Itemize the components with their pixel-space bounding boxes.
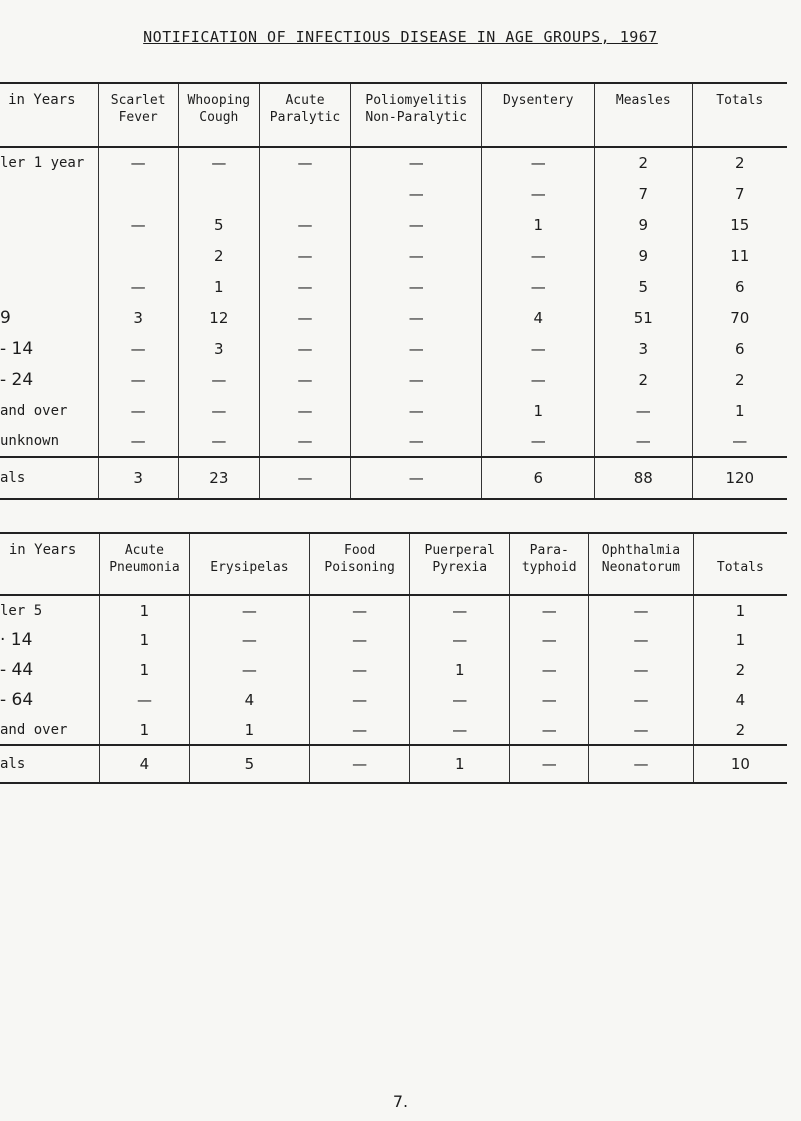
table-cell: — xyxy=(482,364,595,395)
table-cell: — xyxy=(178,395,259,426)
table-cell: 4 xyxy=(482,302,595,333)
table-row xyxy=(0,302,787,333)
column-header: in Years xyxy=(8,92,76,108)
age-group-table-1 xyxy=(0,82,787,500)
table-cell: — xyxy=(310,685,410,715)
table-cell: — xyxy=(595,426,692,457)
table-cell: 2 xyxy=(595,147,692,178)
table-row xyxy=(0,364,787,395)
table-cell: — xyxy=(98,271,178,302)
table-cell: — xyxy=(482,178,595,209)
table-cell: — xyxy=(351,147,482,178)
column-header: Erysipelas xyxy=(189,533,309,595)
table-cell: 3 xyxy=(178,333,259,364)
totals-label: als xyxy=(0,756,26,772)
table-cell: 15 xyxy=(692,209,787,240)
table-cell: 11 xyxy=(692,240,787,271)
table-cell: — xyxy=(189,625,309,655)
table-cell: — xyxy=(589,625,694,655)
table-cell: — xyxy=(589,685,694,715)
table-cell: 4 xyxy=(189,685,309,715)
table-cell: — xyxy=(351,209,482,240)
table-cell: — xyxy=(510,685,589,715)
table-cell: — xyxy=(351,240,482,271)
table-cell: 51 xyxy=(595,302,692,333)
table-cell: 1 xyxy=(100,715,190,745)
age-group-label: 9 xyxy=(0,307,11,328)
total-cell: — xyxy=(310,745,410,783)
table-cell: — xyxy=(692,426,787,457)
column-header: Whooping Cough xyxy=(178,83,259,147)
column-header: Scarlet Fever xyxy=(98,83,178,147)
table-cell: 1 xyxy=(100,655,190,685)
table-cell: 1 xyxy=(100,595,190,625)
table-cell: — xyxy=(98,147,178,178)
table-cell: 3 xyxy=(595,333,692,364)
table-cell: — xyxy=(410,595,510,625)
table-cell: 5 xyxy=(595,271,692,302)
column-header: in Years xyxy=(8,542,77,558)
table-row xyxy=(0,271,787,302)
table-cell: — xyxy=(510,715,589,745)
table-cell: — xyxy=(178,426,259,457)
table-cell: — xyxy=(189,655,309,685)
table-cell: 9 xyxy=(595,209,692,240)
table-cell: — xyxy=(259,333,350,364)
table-row xyxy=(0,685,787,715)
table-cell: 1 xyxy=(693,625,787,655)
table-cell: 12 xyxy=(178,302,259,333)
table-cell: — xyxy=(310,595,410,625)
table-cell: — xyxy=(178,147,259,178)
table-cell: — xyxy=(259,364,350,395)
age-group-label xyxy=(0,240,98,271)
column-header: Puerperal Pyrexia xyxy=(410,533,510,595)
table-cell: — xyxy=(310,625,410,655)
table-cell: — xyxy=(98,426,178,457)
column-header: Para- typhoid xyxy=(510,533,589,595)
table-cell: — xyxy=(482,147,595,178)
table-cell xyxy=(259,178,350,209)
total-cell: 10 xyxy=(693,745,787,783)
table-cell: 70 xyxy=(692,302,787,333)
table-cell: 4 xyxy=(693,685,787,715)
table-cell: — xyxy=(351,364,482,395)
table-cell: — xyxy=(351,426,482,457)
table-cell: 9 xyxy=(595,240,692,271)
table-cell: — xyxy=(410,625,510,655)
table-cell: — xyxy=(98,364,178,395)
table-cell: 2 xyxy=(693,655,787,685)
table-cell: — xyxy=(259,147,350,178)
table-cell: — xyxy=(259,209,350,240)
table-cell: — xyxy=(351,302,482,333)
table-cell: — xyxy=(595,395,692,426)
table-cell: — xyxy=(189,595,309,625)
page-number: 7. xyxy=(392,1092,409,1111)
table-cell: — xyxy=(351,333,482,364)
column-header: Dysentery xyxy=(482,83,595,147)
table-cell: — xyxy=(98,395,178,426)
table-cell: — xyxy=(482,333,595,364)
table-cell xyxy=(98,178,178,209)
age-group-label: unknown xyxy=(0,433,60,449)
table-cell: 2 xyxy=(693,715,787,745)
total-cell: 23 xyxy=(178,457,259,499)
total-cell: 120 xyxy=(692,457,787,499)
table-cell: — xyxy=(589,595,694,625)
table-cell: — xyxy=(310,655,410,685)
table-cell: — xyxy=(589,655,694,685)
table-cell: — xyxy=(178,364,259,395)
table-row xyxy=(0,426,787,457)
total-cell: 5 xyxy=(189,745,309,783)
age-group-label: - 64 xyxy=(0,690,34,710)
totals-row xyxy=(0,745,787,783)
total-cell: — xyxy=(510,745,589,783)
table-cell: — xyxy=(510,595,589,625)
table-row xyxy=(0,240,787,271)
table-cell: 7 xyxy=(595,178,692,209)
table-cell: 6 xyxy=(692,271,787,302)
table-cell: — xyxy=(410,715,510,745)
total-cell: 88 xyxy=(595,457,692,499)
totals-row xyxy=(0,457,787,499)
table-cell: 2 xyxy=(692,147,787,178)
table-row xyxy=(0,715,787,745)
table-cell: — xyxy=(98,209,178,240)
table-cell xyxy=(98,240,178,271)
column-header: Food Poisoning xyxy=(310,533,410,595)
table-cell: 1 xyxy=(482,395,595,426)
age-group-label: ler 5 xyxy=(0,602,43,619)
table-cell: — xyxy=(482,271,595,302)
table-cell: 1 xyxy=(100,625,190,655)
age-group-label: · 14 xyxy=(0,630,33,650)
total-cell: — xyxy=(351,457,482,499)
column-header: Acute Pneumonia xyxy=(100,533,190,595)
table-cell: — xyxy=(589,715,694,745)
age-group-label: and over xyxy=(0,721,68,738)
table-cell xyxy=(178,178,259,209)
total-cell: — xyxy=(589,745,694,783)
table-cell: 1 xyxy=(189,715,309,745)
age-group-label xyxy=(0,271,98,302)
table-cell: — xyxy=(310,715,410,745)
totals-label: als xyxy=(0,470,26,486)
age-group-table-2 xyxy=(0,532,787,784)
age-group-label: ler 1 year xyxy=(0,155,85,171)
column-header: Totals xyxy=(692,83,787,147)
age-group-label: - 44 xyxy=(0,660,34,680)
table-cell: — xyxy=(259,271,350,302)
table-cell: 7 xyxy=(692,178,787,209)
age-group-label xyxy=(0,209,98,240)
table-cell: — xyxy=(351,178,482,209)
table-cell: 1 xyxy=(693,595,787,625)
total-cell: 3 xyxy=(98,457,178,499)
table-cell: — xyxy=(510,655,589,685)
table-cell: 5 xyxy=(178,209,259,240)
age-group-label: - 24 xyxy=(0,369,34,390)
table-cell: — xyxy=(482,240,595,271)
table-cell: — xyxy=(259,240,350,271)
table-cell: 6 xyxy=(692,333,787,364)
table-cell: 3 xyxy=(98,302,178,333)
table-row xyxy=(0,625,787,655)
total-cell: 6 xyxy=(482,457,595,499)
table-cell: — xyxy=(100,685,190,715)
total-cell: 4 xyxy=(100,745,190,783)
age-group-label: and over xyxy=(0,402,68,419)
table-cell: — xyxy=(351,271,482,302)
table-cell: — xyxy=(351,395,482,426)
table-cell: 1 xyxy=(410,655,510,685)
table-row xyxy=(0,147,787,178)
table-cell: 2 xyxy=(178,240,259,271)
table-cell: 1 xyxy=(692,395,787,426)
age-group-label: - 14 xyxy=(0,338,34,359)
table-row xyxy=(0,395,787,426)
table-cell: — xyxy=(98,333,178,364)
table-cell: 2 xyxy=(692,364,787,395)
column-header: Acute Paralytic xyxy=(259,83,350,147)
table-cell: — xyxy=(259,395,350,426)
table-cell: — xyxy=(410,685,510,715)
page-title: NOTIFICATION OF INFECTIOUS DISEASE IN AGE GROUPS, 1967 xyxy=(143,28,658,46)
total-cell: — xyxy=(259,457,350,499)
table-row xyxy=(0,595,787,625)
column-header: Measles xyxy=(595,83,692,147)
table-row xyxy=(0,333,787,364)
table-cell: 1 xyxy=(178,271,259,302)
table-row xyxy=(0,209,787,240)
table-cell: — xyxy=(482,426,595,457)
column-header: Poliomyelitis Non-Paralytic xyxy=(351,83,482,147)
total-cell: 1 xyxy=(410,745,510,783)
column-header: Ophthalmia Neonatorum xyxy=(589,533,694,595)
age-group-label xyxy=(0,178,98,209)
table-cell: — xyxy=(510,625,589,655)
table-cell: — xyxy=(259,302,350,333)
table-row xyxy=(0,178,787,209)
table-row xyxy=(0,655,787,685)
column-header: Totals xyxy=(693,533,787,595)
table-cell: 2 xyxy=(595,364,692,395)
table-cell: 1 xyxy=(482,209,595,240)
table-cell: — xyxy=(259,426,350,457)
